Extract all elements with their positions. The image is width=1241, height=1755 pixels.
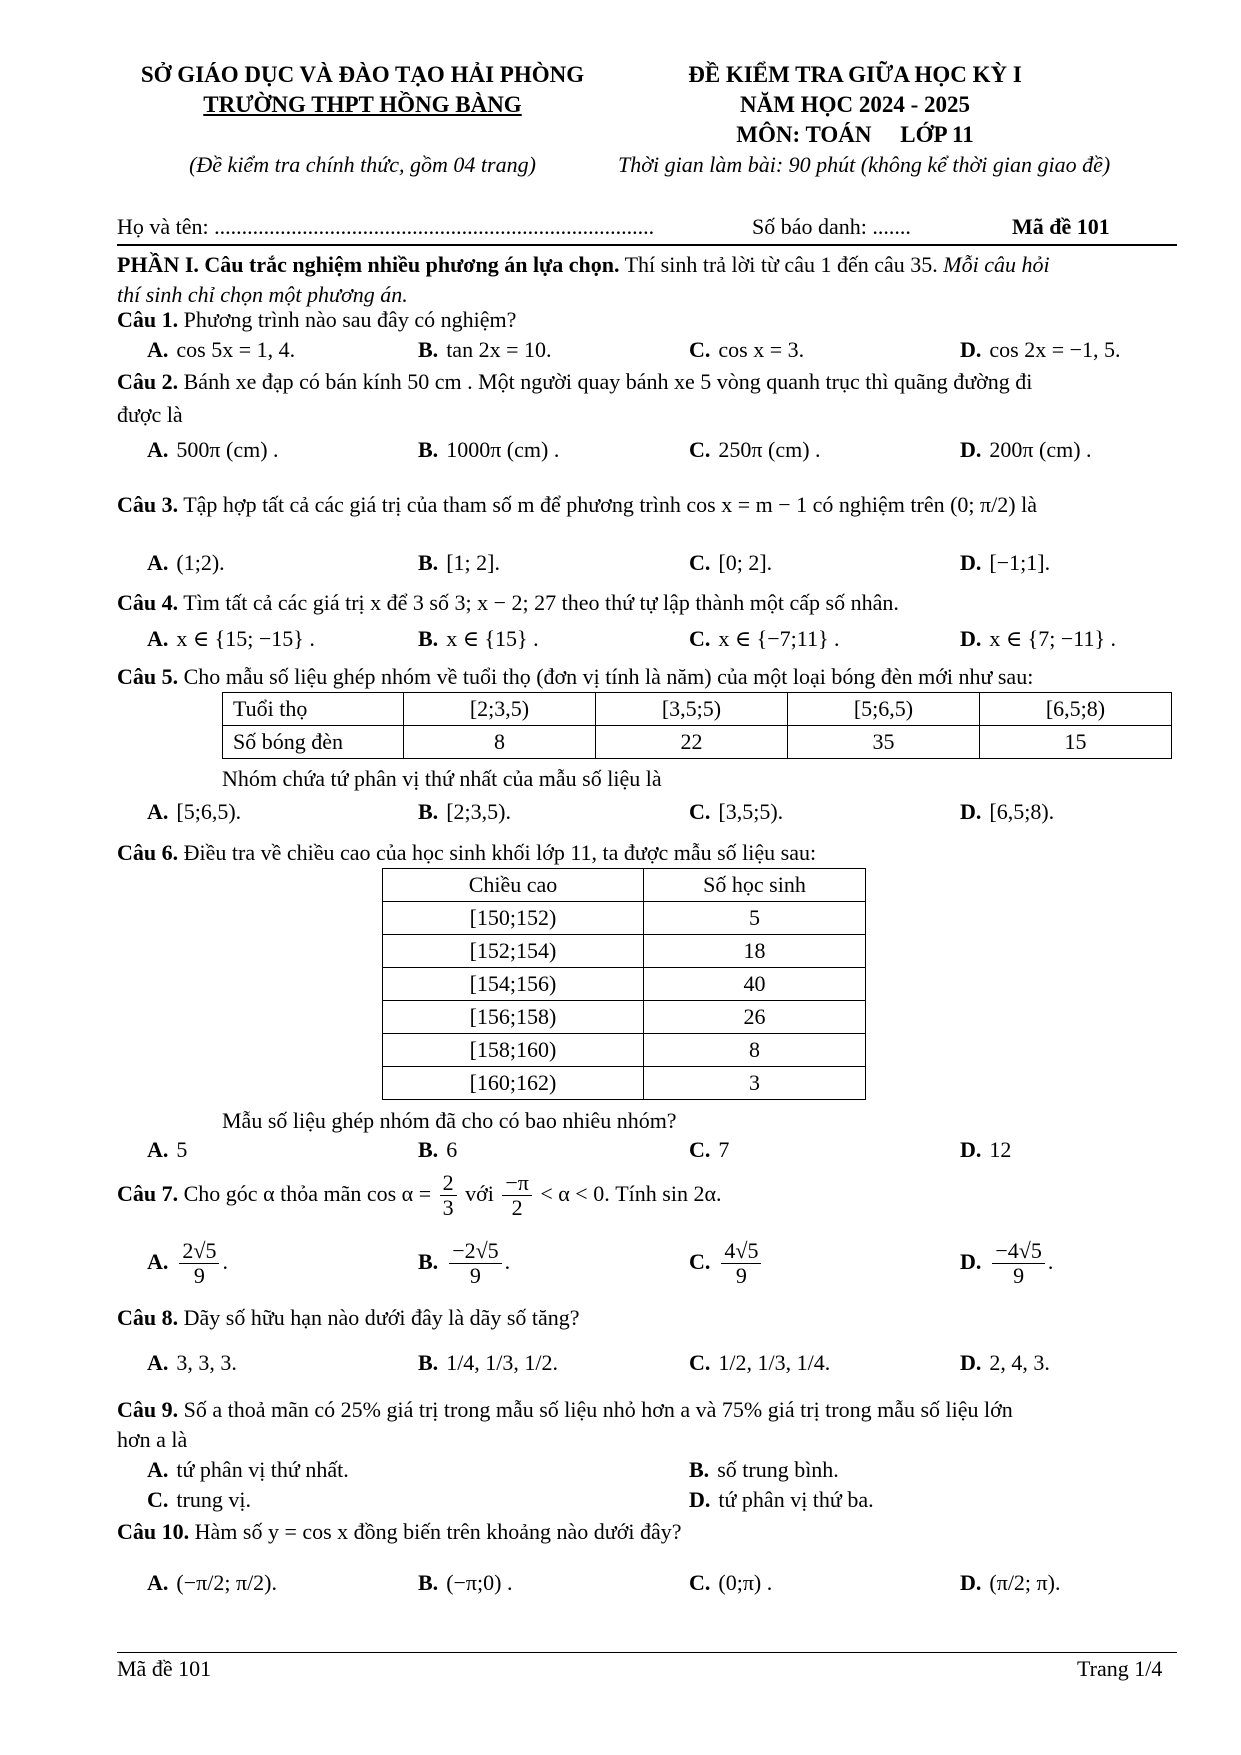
table-cell: [2;3,5) — [404, 693, 596, 726]
question-6-prompt: Mẫu số liệu ghép nhóm đã cho có bao nhiêu nhóm? — [222, 1108, 677, 1133]
table-row — [383, 1067, 866, 1100]
table-cell: 35 — [788, 726, 980, 759]
student-id-field: Số báo danh: ....... — [752, 214, 911, 239]
table-row — [383, 869, 866, 902]
question-number: Câu 7. — [117, 1181, 179, 1206]
question-number: Câu 6. — [117, 840, 179, 865]
question-2 — [117, 367, 1032, 397]
subject-grade: MÔN: TOÁN LỚP 11 — [736, 122, 974, 147]
question-number: Câu 9. — [117, 1397, 179, 1422]
table-cell: 3 — [644, 1067, 866, 1100]
question-text: < α < 0. Tính sin 2α. — [534, 1181, 722, 1206]
option-d[interactable]: D. [6,5;8). — [960, 799, 1055, 824]
question-1 — [117, 305, 516, 335]
table-cell: 8 — [644, 1034, 866, 1067]
question-text: Bánh xe đạp có bán kính 50 cm . Một người quay bánh xe 5 vòng quanh trục thì quãng đường đi — [178, 369, 1033, 394]
option-b[interactable]: B. 1/4, 1/3, 1/2. — [418, 1350, 559, 1375]
table-cell: [5;6,5) — [788, 693, 980, 726]
option-a[interactable]: A. (1;2). — [147, 550, 225, 575]
question-text: với — [459, 1181, 494, 1206]
height-table — [382, 868, 866, 1100]
school-name: TRƯỜNG THPT HỒNG BÀNG — [203, 92, 522, 117]
option-a[interactable]: A. (−π/2; π/2). — [147, 1570, 278, 1595]
option-c[interactable]: C. x ∈ {−7;11} . — [689, 626, 840, 651]
question-text: Cho góc α thỏa mãn cos α = — [178, 1181, 432, 1206]
section-desc: Thí sinh trả lời từ câu 1 đến câu 35. — [619, 252, 944, 277]
table-cell: 40 — [644, 968, 866, 1001]
option-c[interactable]: C. 1/2, 1/3, 1/4. — [689, 1350, 831, 1375]
option-b[interactable]: B. [2;3,5). — [418, 799, 511, 824]
option-b[interactable]: B. x ∈ {15} . — [418, 626, 539, 651]
table-cell: 18 — [644, 935, 866, 968]
question-4 — [117, 588, 899, 618]
question-9 — [117, 1395, 1013, 1425]
option-b[interactable]: B. [1; 2]. — [418, 550, 500, 575]
option-b[interactable]: B. 1000π (cm) . — [418, 437, 560, 462]
section-note: Mỗi câu hỏi — [943, 252, 1050, 277]
question-text: Số a thoả mãn có 25% giá trị trong mẫu số liệu nhỏ hơn a và 75% giá trị trong mẫu số liệu lớn — [178, 1397, 1013, 1422]
footer-exam-code: Mã đề 101 — [117, 1656, 212, 1681]
question-7 — [117, 1170, 721, 1220]
table-cell: 15 — [980, 726, 1172, 759]
option-c[interactable]: C. $\frac{4√5}{9}$ — [689, 1238, 764, 1288]
option-b[interactable]: B. số trung bình. — [689, 1457, 839, 1482]
header-divider — [117, 244, 1177, 246]
question-tail: là — [1015, 492, 1037, 517]
table-cell: [156;158) — [383, 1001, 644, 1034]
table-cell: Tuổi thọ — [223, 693, 404, 726]
department-name: SỞ GIÁO DỤC VÀ ĐÀO TẠO HẢI PHÒNG — [140, 62, 585, 87]
question-6 — [117, 838, 816, 868]
table-row — [383, 1034, 866, 1067]
option-c[interactable]: C. 7 — [689, 1137, 730, 1162]
question-text: Cho mẫu số liệu ghép nhóm về tuổi thọ (đơn vị tính là năm) của một loại bóng đèn mới như sau: — [178, 664, 1034, 689]
exam-title: ĐỀ KIỂM TRA GIỮA HỌC KỲ I — [688, 62, 1022, 87]
official-note: (Đề kiểm tra chính thức, gồm 04 trang) — [189, 152, 536, 177]
option-d[interactable]: D. x ∈ {7; −11} . — [960, 626, 1116, 651]
option-d[interactable]: D. tứ phân vị thứ ba. — [689, 1487, 874, 1512]
school-year: NĂM HỌC 2024 - 2025 — [740, 92, 970, 117]
table-row — [223, 693, 1172, 726]
option-b[interactable]: B. $\frac{-2√5}{9}$ . — [418, 1238, 511, 1289]
question-text: Hàm số y = cos x đồng biến trên khoảng nào dưới đây? — [189, 1519, 682, 1544]
fraction: $\frac{-\pi}{2}$ — [502, 1171, 532, 1220]
question-5 — [117, 662, 1033, 692]
option-a[interactable]: A. [5;6,5). — [147, 799, 242, 824]
option-a[interactable]: A. tứ phân vị thứ nhất. — [147, 1457, 349, 1482]
table-cell: Số học sinh — [644, 869, 866, 902]
table-cell: [160;162) — [383, 1067, 644, 1100]
question-number: Câu 3. — [117, 492, 179, 517]
option-a[interactable]: A. 5 — [147, 1137, 188, 1162]
table-cell: 26 — [644, 1001, 866, 1034]
student-name-field: Họ và tên: ................................................................................ — [117, 214, 655, 239]
exam-code: Mã đề 101 — [1012, 214, 1110, 239]
lifetime-table — [222, 692, 1172, 759]
table-row — [383, 902, 866, 935]
option-d[interactable]: D. 12 — [960, 1137, 1012, 1162]
option-d[interactable]: D. 2, 4, 3. — [960, 1350, 1050, 1375]
question-text: Tập hợp tất cả các giá trị của tham số m để phương trình cos x = m − 1 có nghiệm trên — [178, 492, 945, 517]
question-3 — [117, 490, 1037, 520]
question-8 — [117, 1303, 580, 1333]
table-row — [383, 935, 866, 968]
option-b[interactable]: B. 6 — [418, 1137, 458, 1162]
option-a[interactable]: A. x ∈ {15; −15} . — [147, 626, 315, 651]
question-number: Câu 5. — [117, 664, 179, 689]
question-5-prompt: Nhóm chứa tứ phân vị thứ nhất của mẫu số liệu là — [222, 766, 662, 791]
section-title: PHẦN I. Câu trắc nghiệm nhiều phương án lựa chọn. — [117, 252, 620, 277]
question-number: Câu 10. — [117, 1519, 190, 1544]
question-9-cont: hơn a là — [117, 1427, 188, 1452]
question-number: Câu 2. — [117, 369, 179, 394]
option-a[interactable]: A. 500π (cm) . — [147, 437, 279, 462]
question-text: Điều tra về chiều cao của học sinh khối lớp 11, ta được mẫu số liệu sau: — [178, 840, 817, 865]
option-c[interactable]: C. [0; 2]. — [689, 550, 773, 575]
option-c[interactable]: C. trung vị. — [147, 1487, 251, 1512]
option-d[interactable]: D. cos 2x = −1, 5. — [960, 337, 1121, 362]
table-cell: [152;154) — [383, 935, 644, 968]
question-number: Câu 8. — [117, 1305, 179, 1330]
table-cell: [6,5;8) — [980, 693, 1172, 726]
table-row — [223, 726, 1172, 759]
option-d[interactable]: D. 200π (cm) . — [960, 437, 1092, 462]
table-cell: Số bóng đèn — [223, 726, 404, 759]
option-b[interactable]: B. tan 2x = 10. — [418, 337, 552, 362]
option-c[interactable]: C. 250π (cm) . — [689, 437, 821, 462]
option-d[interactable]: D. [−1;1]. — [960, 550, 1051, 575]
option-d[interactable]: D. (π/2; π). — [960, 1570, 1061, 1595]
table-cell: [158;160) — [383, 1034, 644, 1067]
table-cell: [154;156) — [383, 968, 644, 1001]
footer-divider — [117, 1652, 1177, 1653]
option-b[interactable]: B. (−π;0) . — [418, 1570, 513, 1595]
table-cell: 8 — [404, 726, 596, 759]
table-row — [383, 1001, 866, 1034]
table-row — [383, 968, 866, 1001]
question-number: Câu 4. — [117, 590, 179, 615]
question-text: Phương trình nào sau đây có nghiệm? — [178, 307, 517, 332]
option-c[interactable]: C. cos x = 3. — [689, 337, 805, 362]
option-d[interactable]: D. $\frac{-4√5}{9}$ . — [960, 1238, 1054, 1289]
question-text: Tìm tất cả các giá trị x để 3 số 3; x − 2; 27 theo thứ tự lập thành một cấp số nhân. — [178, 590, 899, 615]
option-a[interactable]: A. $\frac{2√5}{9}$ . — [147, 1238, 228, 1289]
option-a[interactable]: A. cos 5x = 1, 4. — [147, 337, 296, 362]
question-text: Dãy số hữu hạn nào dưới đây là dãy số tăng? — [178, 1305, 580, 1330]
option-c[interactable]: C. [3,5;5). — [689, 799, 784, 824]
section-note-cont: thí sinh chỉ chọn một phương án. — [117, 282, 408, 307]
interval-expression: (0; π/2) — [950, 492, 1016, 517]
table-cell: 22 — [596, 726, 788, 759]
fraction: $\frac{2}{3}$ — [440, 1171, 457, 1220]
table-cell: Chiều cao — [383, 869, 644, 902]
question-2-cont: được là — [117, 402, 183, 427]
time-limit: Thời gian làm bài: 90 phút (không kể thời gian giao đề) — [618, 152, 1111, 177]
question-number: Câu 1. — [117, 307, 179, 332]
option-c[interactable]: C. (0;π) . — [689, 1570, 773, 1595]
table-cell: 5 — [644, 902, 866, 935]
question-10 — [117, 1517, 682, 1547]
page-number: Trang 1/4 — [1077, 1656, 1163, 1681]
option-a[interactable]: A. 3, 3, 3. — [147, 1350, 237, 1375]
table-cell: [3,5;5) — [596, 693, 788, 726]
section-intro — [117, 250, 1050, 280]
table-cell: [150;152) — [383, 902, 644, 935]
